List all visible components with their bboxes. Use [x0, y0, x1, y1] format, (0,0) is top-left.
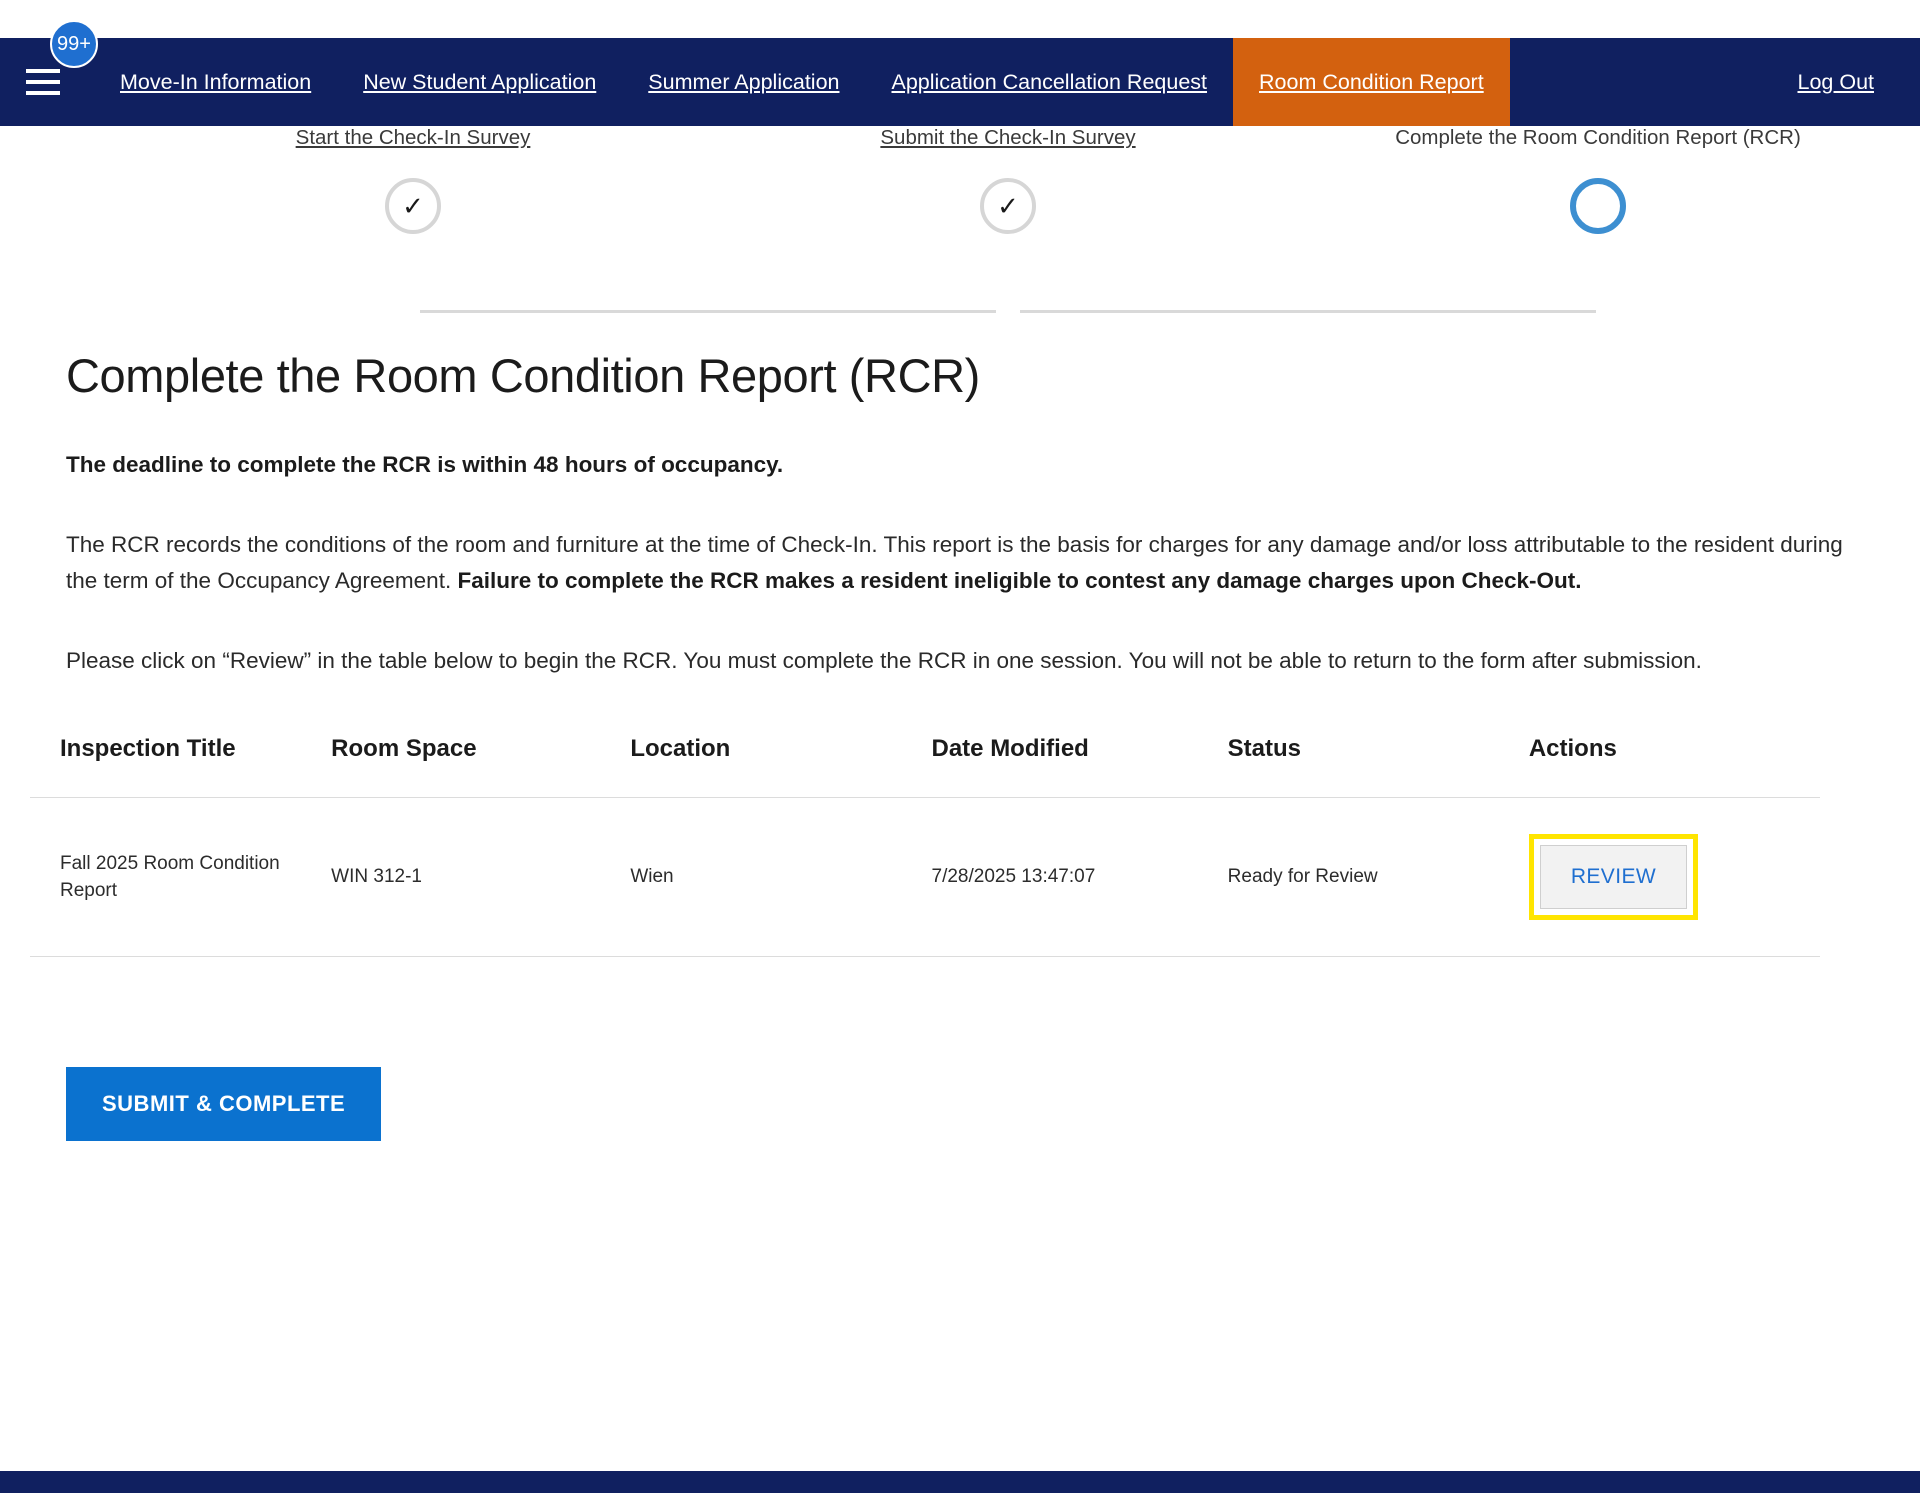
submit-and-complete-button[interactable]: SUBMIT & COMPLETE [66, 1067, 381, 1141]
nav-link-new-student-application[interactable]: New Student Application [363, 69, 597, 94]
check-icon: ✓ [402, 190, 424, 221]
nav-link-room-condition-report[interactable]: Room Condition Report [1233, 38, 1510, 126]
hamburger-line [26, 91, 60, 95]
table-row [30, 798, 1820, 957]
top-navigation-bar [0, 38, 1920, 126]
column-header-location: Location [630, 735, 731, 762]
column-header-date-modified: Date Modified [931, 735, 1089, 762]
review-button[interactable]: REVIEW [1540, 845, 1687, 909]
nav-link-application-cancellation-request[interactable]: Application Cancellation Request [891, 69, 1208, 94]
page-content [0, 126, 1920, 1141]
step-start-check-in-survey[interactable] [263, 126, 563, 234]
step-complete-rcr[interactable] [1363, 126, 1833, 234]
table-body [30, 798, 1820, 957]
hamburger-menu-icon[interactable] [26, 69, 60, 95]
cell-status: Ready for Review [1227, 866, 1378, 888]
progress-stepper [25, 126, 1895, 306]
step-submit-check-in-survey[interactable] [833, 126, 1183, 234]
step-label[interactable]: Start the Check-In Survey [295, 126, 531, 149]
rcr-table [30, 735, 1820, 957]
stepper-track-2 [1020, 310, 1596, 313]
step-label[interactable]: Submit the Check-In Survey [880, 126, 1136, 149]
review-button-highlight [1529, 834, 1698, 920]
cell-date-modified: 7/28/2025 13:47:07 [931, 866, 1096, 888]
rcr-description-part1: The RCR records the conditions of the room and furniture at the time of Check-In. This report is the basis for charges for any damage and/or loss attributable to the resident during the term of the Occupancy Agreement. [66, 532, 1843, 593]
deadline-text: The deadline to complete the RCR is within 48 hours of occupancy. [66, 452, 784, 477]
column-header-status: Status [1227, 735, 1302, 762]
step-circle-current [1570, 178, 1626, 234]
step-label: Complete the Room Condition Report (RCR) [1395, 126, 1801, 149]
nav-links [94, 38, 1510, 126]
column-header-inspection-title: Inspection Title [60, 735, 236, 762]
logout-link[interactable]: Log Out [1797, 69, 1874, 94]
page-body [0, 348, 1920, 679]
notification-badge[interactable]: 99+ [50, 20, 98, 68]
column-header-room-space: Room Space [331, 735, 477, 762]
hamburger-line [26, 80, 60, 84]
table-header [30, 735, 1820, 798]
stepper-track-1 [420, 310, 996, 313]
nav-link-summer-application[interactable]: Summer Application [648, 69, 840, 94]
step-circle-done [385, 178, 441, 234]
hamburger-line [26, 69, 60, 73]
footer-bar [0, 1471, 1920, 1493]
rcr-description [66, 527, 1854, 599]
cell-room-space: WIN 312-1 [331, 866, 422, 888]
cell-inspection-title: Fall 2025 Room Condition Report [60, 852, 280, 902]
rcr-instructions: Please click on “Review” in the table below to begin the RCR. You must complete the RCR in one session. You will not be able to return to the form after submission. [66, 648, 1702, 673]
table-header-row [30, 735, 1820, 798]
rcr-table-wrapper [30, 735, 1820, 957]
step-circle-done [980, 178, 1036, 234]
nav-link-move-in-information[interactable]: Move-In Information [120, 69, 312, 94]
cell-actions [1529, 798, 1820, 957]
column-header-actions: Actions [1528, 735, 1617, 762]
check-icon: ✓ [997, 190, 1019, 221]
page-title: Complete the Room Condition Report (RCR) [66, 349, 980, 402]
rcr-description-bold: Failure to complete the RCR makes a resident ineligible to contest any damage charges upon Check-Out. [457, 568, 1582, 593]
cell-location: Wien [630, 866, 674, 888]
